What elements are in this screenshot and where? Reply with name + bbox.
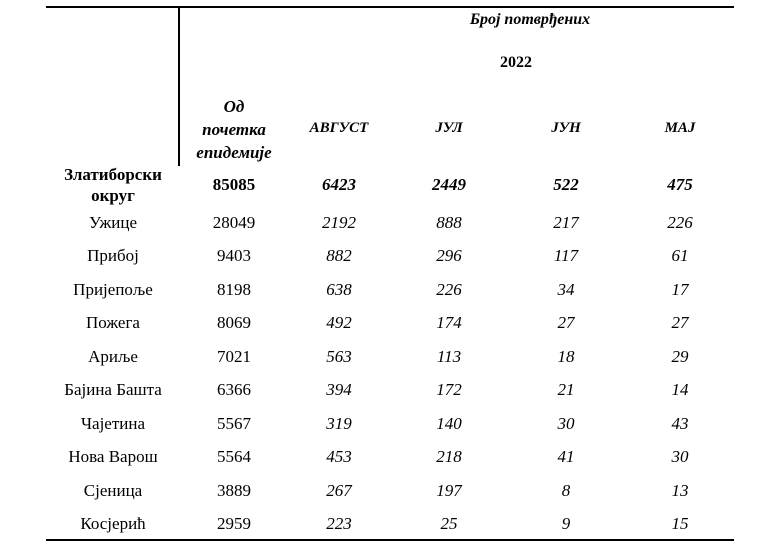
row-total: 5564 [217, 447, 251, 466]
row-total: 3889 [217, 481, 251, 500]
row-may: 29 [671, 347, 689, 366]
row-name: Прибој [87, 246, 139, 265]
row-august: 319 [326, 414, 352, 433]
district-june: 522 [553, 175, 579, 194]
row-name: Сјеница [83, 481, 143, 500]
row-july: 174 [436, 313, 462, 332]
row-total: 6366 [217, 380, 251, 399]
row-july: 140 [436, 414, 462, 433]
row-august: 492 [326, 313, 352, 332]
header-month-may: МАЈ [664, 120, 696, 136]
row-july: 172 [436, 380, 462, 399]
row-july: 218 [436, 447, 462, 466]
row-name: Чајетина [80, 414, 146, 433]
header-month-june: ЈУН [551, 120, 581, 136]
row-july: 197 [436, 481, 462, 500]
district-july: 2449 [432, 175, 466, 194]
row-august: 453 [326, 447, 352, 466]
row-name: Пријепоље [73, 280, 153, 299]
row-august: 2192 [322, 213, 356, 232]
row-august: 638 [326, 280, 352, 299]
row-august: 394 [326, 380, 352, 399]
row-june: 21 [557, 380, 575, 399]
row-june: 8 [561, 481, 571, 500]
row-may: 15 [671, 514, 689, 533]
row-total: 8069 [217, 313, 251, 332]
row-august: 267 [326, 481, 352, 500]
row-august: 882 [326, 246, 352, 265]
row-may: 27 [671, 313, 689, 332]
row-total: 2959 [217, 514, 251, 533]
district-total: 85085 [212, 175, 256, 194]
row-total: 5567 [217, 414, 251, 433]
row-total: 8198 [217, 280, 251, 299]
header-col-total-line1: Од [223, 97, 245, 116]
district-august: 6423 [322, 175, 356, 194]
row-name: Нова Варош [68, 447, 158, 466]
row-may: 61 [671, 246, 689, 265]
table-bottom-border [46, 539, 734, 541]
row-june: 9 [561, 514, 571, 533]
header-month-july: ЈУЛ [435, 120, 463, 136]
row-name: Пожега [86, 313, 140, 332]
row-july: 226 [436, 280, 462, 299]
row-may: 226 [667, 213, 693, 232]
row-total: 7021 [217, 347, 251, 366]
row-may: 30 [671, 447, 689, 466]
row-july: 113 [436, 347, 462, 366]
district-may: 475 [667, 175, 693, 194]
row-name: Ариље [88, 347, 138, 366]
row-july: 296 [436, 246, 462, 265]
row-june: 217 [553, 213, 579, 232]
row-total: 9403 [217, 246, 251, 265]
row-may: 14 [671, 380, 689, 399]
district-name-line1: Златиборски [64, 165, 162, 184]
table-top-border [46, 6, 734, 8]
row-may: 17 [671, 280, 689, 299]
header-col-total-line3: епидемије [196, 143, 272, 162]
row-name: Ужице [88, 213, 138, 232]
header-year: 2022 [500, 54, 532, 71]
row-august: 223 [326, 514, 352, 533]
header-column-divider [178, 6, 180, 166]
row-june: 27 [557, 313, 575, 332]
district-name-line2: округ [91, 186, 135, 205]
row-total: 28049 [212, 213, 256, 232]
row-name: Косјерић [80, 514, 146, 533]
header-col-total-line2: почетка [202, 120, 266, 139]
header-title: Број потврђених [469, 11, 591, 28]
row-june: 18 [557, 347, 575, 366]
row-may: 13 [671, 481, 689, 500]
header-month-august: АВГУСТ [309, 120, 369, 136]
row-may: 43 [671, 414, 689, 433]
row-july: 888 [436, 213, 462, 232]
row-july: 25 [440, 514, 458, 533]
row-june: 117 [553, 246, 579, 265]
row-name: Бајина Башта [64, 380, 162, 399]
row-june: 41 [557, 447, 575, 466]
row-june: 30 [557, 414, 575, 433]
row-august: 563 [326, 347, 352, 366]
row-june: 34 [557, 280, 575, 299]
